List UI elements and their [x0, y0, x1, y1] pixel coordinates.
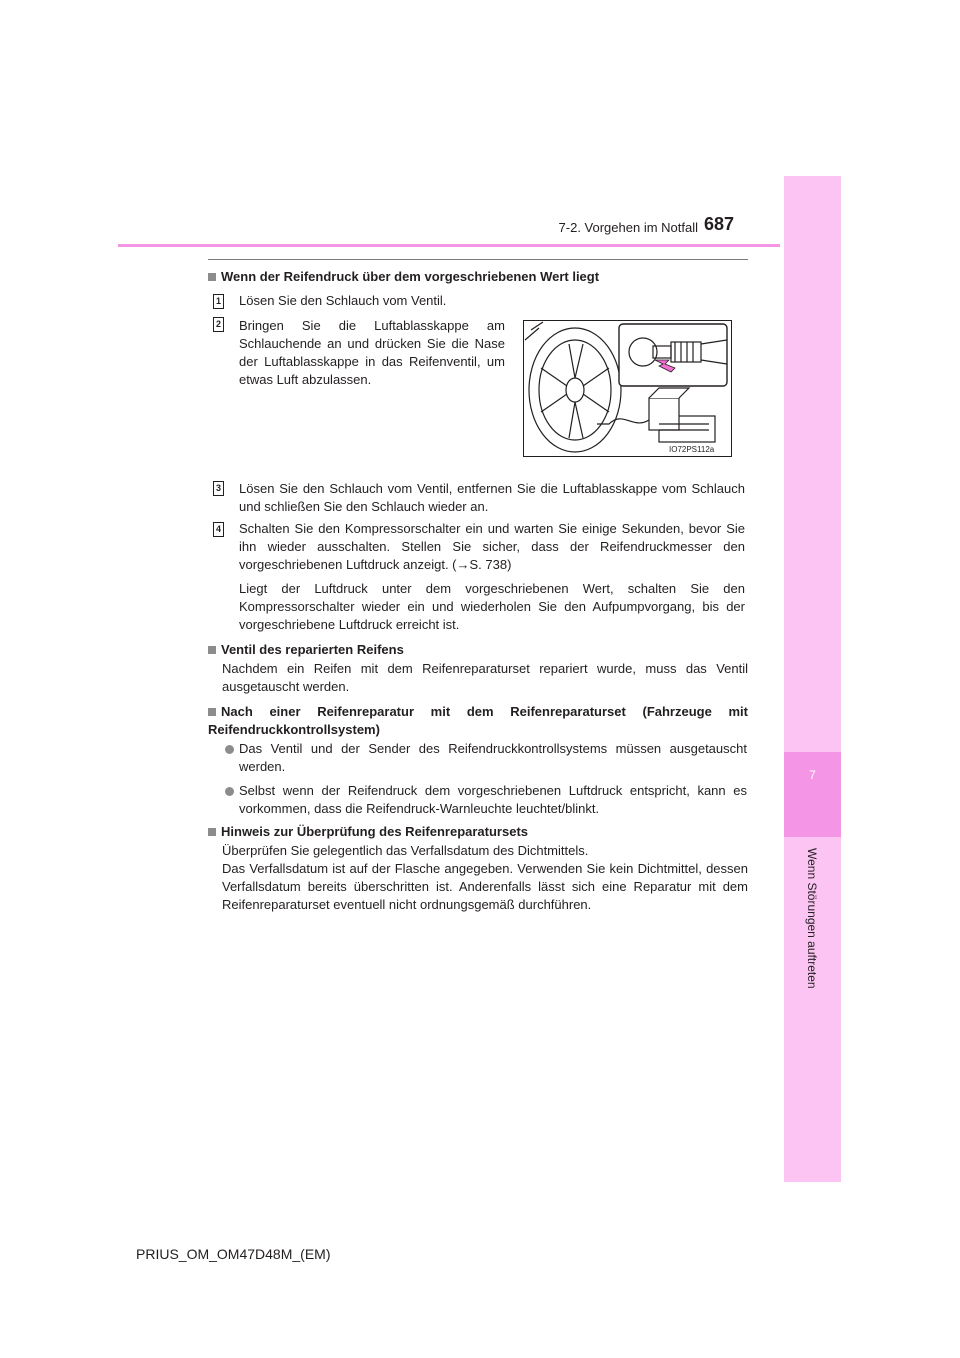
section-title: 7-2. Vorgehen im Notfall: [558, 220, 698, 235]
section4-heading: Hinweis zur Überprüfung des Reifenreparatursets: [208, 823, 748, 841]
step-4-badge: 4: [213, 522, 224, 537]
section3-heading: Nach einer Reifenreparatur mit dem Reifenreparaturset (Fahrzeuge mit Reifendruckkontrollsystem): [208, 704, 748, 737]
step-1-badge: 1: [213, 294, 224, 309]
round-bullet-icon: [225, 745, 234, 754]
step-2-text: Bringen Sie die Luftablasskappe am Schlauchende an und drücken Sie die Nase der Luftablasskappe in das Reifenventil, um etwas Luft abzulassen.: [239, 318, 505, 387]
step-3-text: Lösen Sie den Schlauch vom Ventil, entfernen Sie die Luftablasskappe vom Schlauch und schließen Sie den Schlauch wieder an.: [239, 481, 745, 514]
square-bullet-icon: [208, 646, 216, 654]
square-bullet-icon: [208, 708, 216, 716]
section2-heading: Ventil des reparierten Reifens: [208, 641, 748, 659]
square-bullet-icon: [208, 273, 216, 281]
document-footer: PRIUS_OM_OM47D48M_(EM): [136, 1246, 331, 1262]
round-bullet-icon: [225, 787, 234, 796]
square-bullet-icon: [208, 828, 216, 836]
step-4-note: Liegt der Luftdruck unter dem vorgeschriebenen Wert, schalten Sie den Kompressorschalter wieder ein und wiederholen Sie den Aufpumpvorgang, bis der vorgeschriebene Luftdruck erreicht ist.: [239, 581, 745, 632]
page-number: 687: [704, 214, 735, 234]
image-code: IO72PS112a: [669, 445, 715, 454]
step-1-text: Lösen Sie den Schlauch vom Ventil.: [239, 293, 447, 308]
section2-text: Nachdem ein Reifen mit dem Reifenreparaturset repariert wurde, muss das Ventil ausgetauscht werden.: [222, 661, 748, 694]
section3-bullet-1: Das Ventil und der Sender des Reifendruckkontrollsystems müssen ausgetauscht werden.: [239, 741, 747, 774]
side-tab-chapter-marker: [784, 752, 841, 837]
content-rule: [208, 259, 748, 260]
section4-line-2: Das Verfallsdatum ist auf der Flasche angegeben. Verwenden Sie kein Dichtmittel, dessen Verfallsdatum bereits überschritten ist. Anderenfalls lässt sich eine Reparatur mit dem Reifenreparaturset eventuell nicht ordnungsgemäß durchführen.: [222, 861, 748, 912]
section1-heading: Wenn der Reifendruck über dem vorgeschriebenen Wert liegt: [208, 268, 748, 286]
tire-illustration: [523, 320, 732, 457]
step-2-badge: 2: [213, 317, 224, 332]
step-3-badge: 3: [213, 481, 224, 496]
chapter-number: 7: [809, 768, 816, 782]
section3-bullet-2: Selbst wenn der Reifendruck dem vorgeschriebenen Luftdruck entspricht, kann es vorkommen, dass die Reifendruck-Warnleuchte leuchtet/blinkt.: [239, 783, 747, 816]
step-4-text: Schalten Sie den Kompressorschalter ein und warten Sie einige Sekunden, bevor Sie ihn wieder ausschalten. Stellen Sie sicher, dass der Reifendruckmesser den vorgeschriebenen Luftdruck anzeigt. (→S. 738): [239, 521, 745, 572]
chapter-title: Wenn Störungen auftreten: [805, 848, 819, 989]
header-rule: [118, 244, 780, 247]
side-tab: [784, 176, 841, 1182]
section4-line-1: Überprüfen Sie gelegentlich das Verfallsdatum des Dichtmittels.: [222, 843, 589, 858]
tire-valve-compressor-image: [523, 320, 732, 457]
